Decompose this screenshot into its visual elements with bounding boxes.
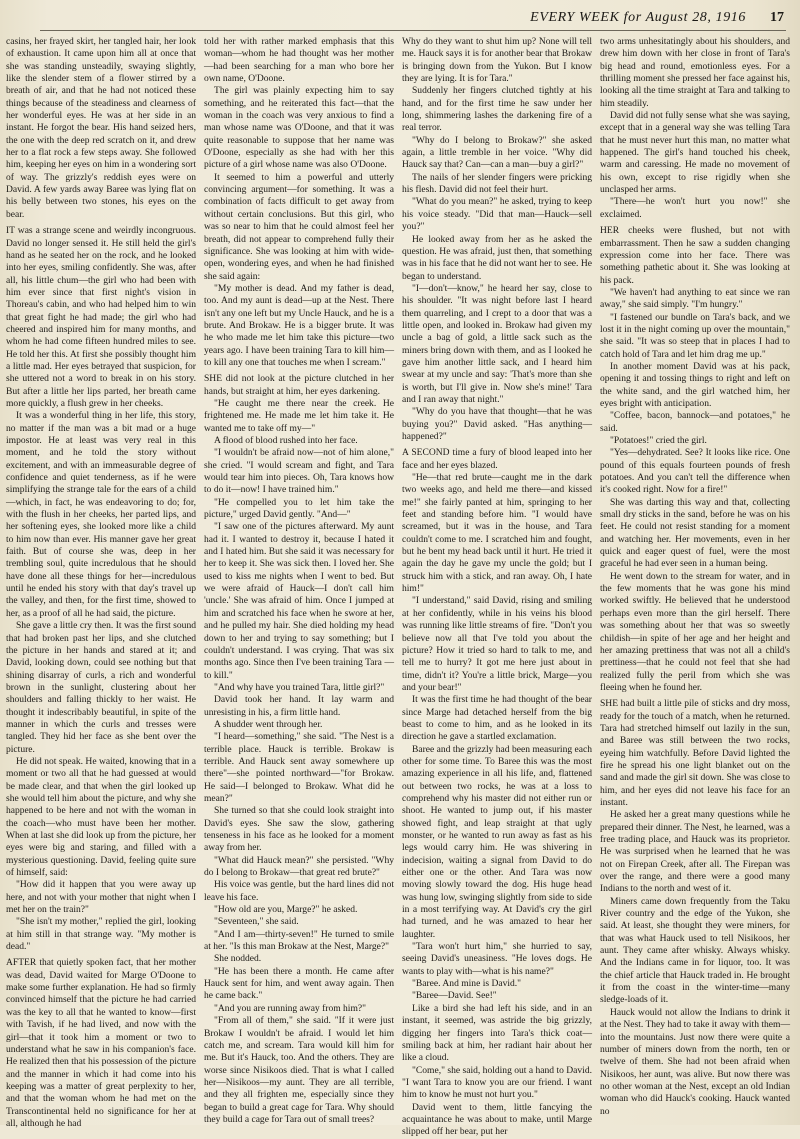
- paragraph: Like a bird she had left his side, and in an instant, it seemed, was astride the big grizzly, digging her fingers into Tara's thick coat—smiling back at him, her radiant hair about her like a cloud.: [402, 1002, 592, 1064]
- column-2: [204, 36, 394, 1125]
- paragraph: She was darting this way and that, collecting small dry sticks in the sand, before he was on his feet. He could not resist standing for a moment and watching her. Her movements, even in her quick and eager quest of fuel, were the most graceful he had ever seen in a human being.: [600, 496, 790, 570]
- paragraph: "Why do I belong to Brokaw?" she asked again, a little tremble in her voice. "Why did Hauck say that? Can—can a man—buy a girl?": [402, 134, 592, 171]
- page-header: [40, 8, 786, 31]
- paragraph: She turned so that she could look straight into David's eyes. She saw the slow, gathering tenseness in his face as he looked for a moment away from her.: [204, 805, 394, 854]
- paragraph: "I heard—something," she said. "The Nest is a terrible place. Hauck is terrible. Brokaw is terrible. And Hauck sent away somewhere up there"—she pointed northward—"for Brokaw. He said—I belonged to Brokaw. What did he mean?": [204, 731, 394, 804]
- column-4: [600, 36, 790, 1118]
- paragraph: "From all of them," she said. "If it were just Brokaw I wouldn't be afraid. I would let him catch me, and scream. Tara would kill him for me. But it's Hauck, too. And the others. They are worse since Nisikoos died. That is what I called her—Nisikoos—my aunt. They are all terrible, and they all frighten me, especially since they began to build a great cage for Tara. Why should they build a cage for Tara out of small trees?: [204, 1015, 394, 1125]
- paragraph: He went down to the stream for water, and in the few moments that he was gone his mind worked swiftly. He believed that he understood perhaps even more than the girl herself. There was something about her that was so sweetly childish—in spite of her age and her height and her amazing prettiness that was not all a child's prettiness—that he could not feel that she had realized fully the peril from which she was fleeing when he found her.: [600, 570, 790, 693]
- paragraph: "I—don't—know," he heard her say, close to his shoulder. "It was night before last I heard them quarreling, and I crept to a door that was a little open, and looked in. Brokaw had given my uncle a bag of gold, a little sack such as the miners bring down with them, and as I looked he gave him another little sack, and I heard him swear at my uncle and say: 'That's more than she is worth, but I'll give in. Now she's mine!' Tara and I ran away that night.": [402, 282, 592, 405]
- paragraph: told her with rather marked emphasis that this woman—whom he had thought was her mother—had been searching for a man who bore her own name, O'Doone.: [204, 36, 394, 85]
- paragraph: "I fastened our bundle on Tara's back, and we lost it in the night coming up over the mountain," she said. "It was so steep that in places I had to catch hold of Tara and let him drag me up.": [600, 311, 790, 360]
- paragraph: His voice was gentle, but the hard lines did not leave his face.: [204, 879, 394, 903]
- paragraph: "He compelled you to let him take the picture," urged David gently. "And—": [204, 496, 394, 521]
- paragraph: A shudder went through her.: [214, 718, 323, 730]
- paragraph: AFTER that quietly spoken fact, that her mother was dead, David waited for Marge O'Doone to make some further explanation. He had so firmly convinced himself that the picture he had carried was the key to all that he wanted to know—first with Tavish, if he had lived, and now with the girl—that it took him a moment or two to understand what he saw in his companion's face. He realized then that his possession of the picture and the manner in which it had come into his keeping was a matter of great perplexity to her, and that the woman whom he had met on the Transcontinental held no significance for her at all, although he had: [6, 957, 196, 1129]
- paragraph: SHE did not look at the picture clutched in her hands, but straight at him, her eyes darkening.: [204, 373, 394, 397]
- paragraph: "He caught me there near the creek. He frightened me. He made me let him take it. He wanted me to take off my—": [204, 397, 394, 434]
- text-columns: [6, 36, 790, 1138]
- paragraph: "Potatoes!" cried the girl.: [610, 435, 707, 446]
- paragraph: The girl was plainly expecting him to say something, and he reiterated this fact—that the woman in the coach was very anxious to find a man whose name was O'Doone, and that it was quite reasonable to suppose that her name was O'Doone, especially as she had with her this picture of a girl whose name was also O'Doone.: [204, 85, 394, 171]
- paragraph: SHE had built a little pile of sticks and dry moss, ready for the touch of a match, when he returned. Tara had stretched himself out lazily in the sun, and Baree was still between the two rocks, eyeing him watchfully. Before David lighted the fire he spread his one light blanket out on the sand and made the girl sit down. She was close to him, and her eyes did not leave his face for an instant.: [600, 698, 790, 808]
- paragraph: She nodded.: [214, 953, 262, 965]
- column-3: [402, 36, 592, 1138]
- paragraph: "I understand," said David, rising and smiling at her confidently, while in his veins his blood was running like little streams of fire. "Don't you believe now all that I've told you about the picture? How it tried so hard to talk to me, and tell me to hurry? It got me here just about in time, didn't it? You're a little brick, Marge—you and your bear!": [402, 595, 592, 693]
- paragraph: The nails of her slender fingers were pricking his flesh. David did not feel their hurt.: [402, 171, 592, 196]
- paragraph: "Baree. And mine is David.": [412, 978, 522, 990]
- paragraph: "Seventeen," she said.: [214, 916, 299, 928]
- paragraph: "Yes—dehydrated. See? It looks like rice. One pound of this equals fourteen pounds of fresh potatoes. And you can't tell the difference when it's cooked right. Now for a fire!": [600, 447, 790, 496]
- paragraph: It seemed to him a powerful and utterly convincing argument—for something. It was a combination of facts difficult to get away from without certain conclusions. But this girl, who was so near to him that he could almost feel her breath, did not appear to comprehend fully their significance. She was looking at him with wide-open, wondering eyes, and when he had finished she said again:: [204, 171, 394, 282]
- paragraph: "Come," she said, holding out a hand to David. "I want Tara to know you are our friend. I want him to know he must not hurt you.": [402, 1064, 592, 1101]
- paragraph: Hauck would not allow the Indians to drink it at the Nest. They had to take it away with them—into the mountains. Just now there were quite a number of miners down from the north, ten or twelve of them. She had not been afraid when Nisikoos, her aunt, was alive. But now there was no other woman at the Nest, except an old Indian woman who did Hauck's cooking. Hauck wanted no: [600, 1006, 790, 1117]
- paragraph: David did not fully sense what she was saying, except that in a general way she was telling Tara that he must never hurt this man, no matter what happened. The girl's hand touched his cheek, warm and caressing. He made no movement of his own, except to rise rigidly when she unclasped her arms.: [600, 110, 790, 196]
- paragraph: "And why have you trained Tara, little girl?": [214, 681, 385, 693]
- paragraph: "And I am—thirty-seven!" He turned to smile at her. "Is this man Brokaw at the Nest, Marge?": [204, 928, 394, 953]
- paragraph: "Tara won't hurt him," she hurried to say, seeing David's uneasiness. "He loves dogs. He wants to play with—what is his name?": [402, 941, 592, 977]
- paragraph: In another moment David was at his pack, opening it and tossing things to right and left on the white sand, and the girl watched him, her eyes bright with anticipation.: [600, 360, 790, 409]
- paragraph: "Coffee, bacon, bannock—and potatoes," he said.: [600, 410, 790, 434]
- paragraph: "How did it happen that you were away up here, and not with your mother that night when I met her on the train?": [6, 879, 196, 916]
- paragraph: He looked away from her as he asked the question. He was afraid, just then, that something was in his face that he did not want her to see. He began to understand.: [402, 233, 592, 282]
- paragraph: "Why do you have that thought—that he was buying you?" David asked. "Has anything—happened?": [402, 406, 592, 442]
- paragraph: "He has been there a month. He came after Hauck sent for him, and went away again. Then he came back.": [204, 965, 394, 1002]
- paragraph: "What do you mean?" he asked, trying to keep his voice steady. "Did that man—Hauck—sell you?": [402, 196, 592, 233]
- paragraph: A SECOND time a fury of blood leaped into her face and her eyes blazed.: [402, 447, 592, 471]
- paragraph: Baree and the grizzly had been measuring each other for some time. To Baree this was the most amazing experience in all his life, and, flattened out between two rocks, he was at a loss to comprehend why his master did not either run or shoot. He wanted to jump out, if his master showed fight, and leap straight at that ugly monster, or he wanted to run away as fast as his legs would carry him. He was shivering in indecision, waiting a signal from David to do either one or the other. And Tara was now moving slowly toward the dog. His huge head was hung low, swinging slightly from side to side in a most terrifying way. At David's cry the girl had turned, and he was amazed to hear her laughter.: [402, 743, 592, 940]
- paragraph: Suddenly her fingers clutched tightly at his hand, and for the first time he saw under her long, shimmering lashes the darkening fire of a real terror.: [402, 85, 592, 134]
- paragraph: It was a wonderful thing in her life, this story, no matter if the man was a bit mad or a huge impostor. He at least was very real in this moment, and he told the story without excitement, and with an immeasurable degree of confidence and quiet tenderness, as if he were simplifying the strange tale for the ears of a child—which, in fact, he was endeavoring to do; for, with the flush in her cheeks, her parted lips, and her softening eyes, she looked more like a child to him now than ever. His manner gave her great faith. But of course she was, deep in her trembling soul, quite incredulous that he should have done all these things for her—incredulous until he ended his story with that day's travel up the valley, and then, for the first time, showed to her, as a proof of all he had said, the picture.: [6, 410, 196, 619]
- paragraph: casins, her frayed skirt, her tangled hair, her look of exhaustion. It came upon him all at once that she was standing unsteadily, swaying slightly, like the slender stem of a flower stirred by a breath of air, and that he had not noticed these things because of the steadiness and clearness of her wonderful eyes. He was at her side in an instant. He forgot the bear. His hand seized hers, the one with the deep red scratch on it, and drew her to a flat rock a few steps away. She followed him, keeping her eyes on him in a wondering sort of way. The grizzly's reddish eyes were on David. A few yards away Baree was lying flat on his belly between two stones, his eyes on the bear.: [6, 36, 196, 220]
- paragraph: IT was a strange scene and weirdly incongruous. David no longer sensed it. He still held the girl's hand as he seated her on the rock, and he looked into her eyes, smiling confidently. She was, after all, his little chum—the girl who had been with him ever since that first night's vision in Thoreau's cabin, and who had helped him to win that great fight he had made; the girl who had cheered and inspired him for many months, and whom he had come fifteen hundred miles to see. He told her this. At first she possibly thought him a little mad. Her eyes betrayed that suspicion, for she uttered not a word to break in on his story. But after a little her lips parted, her breath came more quickly, a flush grew in her cheeks.: [6, 225, 196, 409]
- paragraph: He asked her a great many questions while he prepared their dinner. The Nest, he learned, was a free trading place, and Hauck was its proprietor. He was surprised when he learned that he was not on Firepan Creek, after all. The Firepan was over the range, and there were a good many Indians to the north and west of it.: [600, 809, 790, 895]
- paragraph: David took her hand. It lay warm and unresisting in his, a firm little hand.: [204, 694, 394, 718]
- paragraph: It was the first time he had thought of the bear since Marge had detached herself from the big beast to come to him, and as he looked in its direction he gave a startled exclamation.: [402, 694, 592, 743]
- paragraph: "How old are you, Marge?" he asked.: [214, 904, 358, 916]
- paragraph: "I wouldn't be afraid now—not of him alone," she cried. "I would scream and fight, and Tara would tear him into pieces. Oh, Tara knows how to do it—now! I have trained him.": [204, 447, 394, 496]
- paragraph: HER cheeks were flushed, but not with embarrassment. Then he saw a sudden changing expression come into her face. There was something pathetic about it. She was looking at his pack.: [600, 225, 790, 286]
- paragraph: Why do they want to shut him up? None will tell me. Hauck says it is for another bear that Brokaw is bringing down from the Yukon. But I know they are lying. It is for Tara.": [402, 36, 592, 85]
- paragraph: He did not speak. He waited, knowing that in a moment or two all that he had guessed at would be made clear, and that when the girl looked up she would tell him about the picture, and why she happened to be here and not with the woman in the coach—who must have been her mother. When at last she did look up from the picture, her eyes were big and staring, and filled with a mysterious questioning. David, feeling quite sure of himself, said:: [6, 755, 196, 879]
- paragraph: David went to them, little fancying the acquaintance he was about to make, until Marge slipped off her bear, put her: [402, 1101, 592, 1138]
- paragraph: two arms unhesitatingly about his shoulders, and drew him down with her close in front of Tara's big head and round, emotionless eyes. For a thrilling moment she pressed her face against his, looking all the time straight at Tara and talking to him steadily.: [600, 36, 790, 109]
- paragraph: "She isn't my mother," replied the girl, looking at him still in that strange way. "My mother is dead.": [6, 916, 196, 953]
- paragraph: "We haven't had anything to eat since we ran away," she said simply. "I'm hungry.": [600, 286, 790, 311]
- column-1: [6, 36, 196, 1129]
- paragraph: Miners came down frequently from the Taku River country and the edge of the Yukon, she said. At least, she thought they were miners, for that was what Hauck used to tell Nisikoos, her aunt. They came after whisky. Always whisky. And the Indians came in for liquor, too. It was the chief article that Hauck traded in. He brought it from the coast in the winter-time—many sledge-loads of it.: [600, 895, 790, 1006]
- page-number: 17: [770, 10, 784, 25]
- paragraph: "Baree—David. See!": [412, 990, 497, 1002]
- paragraph: "And you are running away from him?": [214, 1002, 367, 1014]
- paragraph: A flood of blood rushed into her face.: [214, 435, 358, 446]
- paragraph: "I saw one of the pictures afterward. My aunt had it. I wanted to destroy it, because I hated it and I hated him. But she said it was necessary for her to keep it. She was sick then. I loved her. She used to kiss me nights when I went to bed. But we were afraid of Hauck—I don't call him 'uncle.' She was afraid of him. Once I jumped at him and scratched his face when he swore at her, and he pulled my hair. She died holding my head down to her and trying to say something; but I couldn't understand. I was crying. That was six months ago. Since then I've been training Tara —to kill.": [204, 521, 394, 681]
- paragraph: "There—he won't hurt you now!" she exclaimed.: [600, 196, 790, 220]
- paragraph: "He—that red brute—caught me in the dark two weeks ago, and held me there—and kissed me!" she fairly panted at him, springing to her feet and standing before him. "I would have screamed, but it was in the house, and Tara couldn't come to me. I scratched him and fought, but he bent my head back until it hurt. He tried it again the day he gave my uncle the gold; but I struck him with a stick, and ran away. Oh, I hate him!": [402, 472, 592, 595]
- paragraph: She gave a little cry then. It was the first sound that had broken past her lips, and she clutched the picture in her hands and stared at it; and David, looking down, could see nothing but that shining disarray of curls, a rich and wonderful brown in the sunlight, clustering about her shoulders and falling thickly to her waist. He thought it indescribably beautiful, in spite of the manner in which the curls and tresses were tangled. They hid her face as she bent over the picture.: [6, 620, 196, 755]
- paragraph: "My mother is dead. And my father is dead, too. And my aunt is dead—up at the Nest. There isn't any one left but my Uncle Hauck, and he is a brute. And Brokaw. He is a bigger brute. It was he who made me let him take this picture—two years ago. I have been training Tara to kill him—to kill any one that touches me when I scream.": [204, 282, 394, 368]
- paragraph: "What did Hauck mean?" she persisted. "Why do I belong to Brokaw—that great red brute?": [204, 854, 394, 879]
- running-title: EVERY WEEK for August 28, 1916: [530, 10, 746, 25]
